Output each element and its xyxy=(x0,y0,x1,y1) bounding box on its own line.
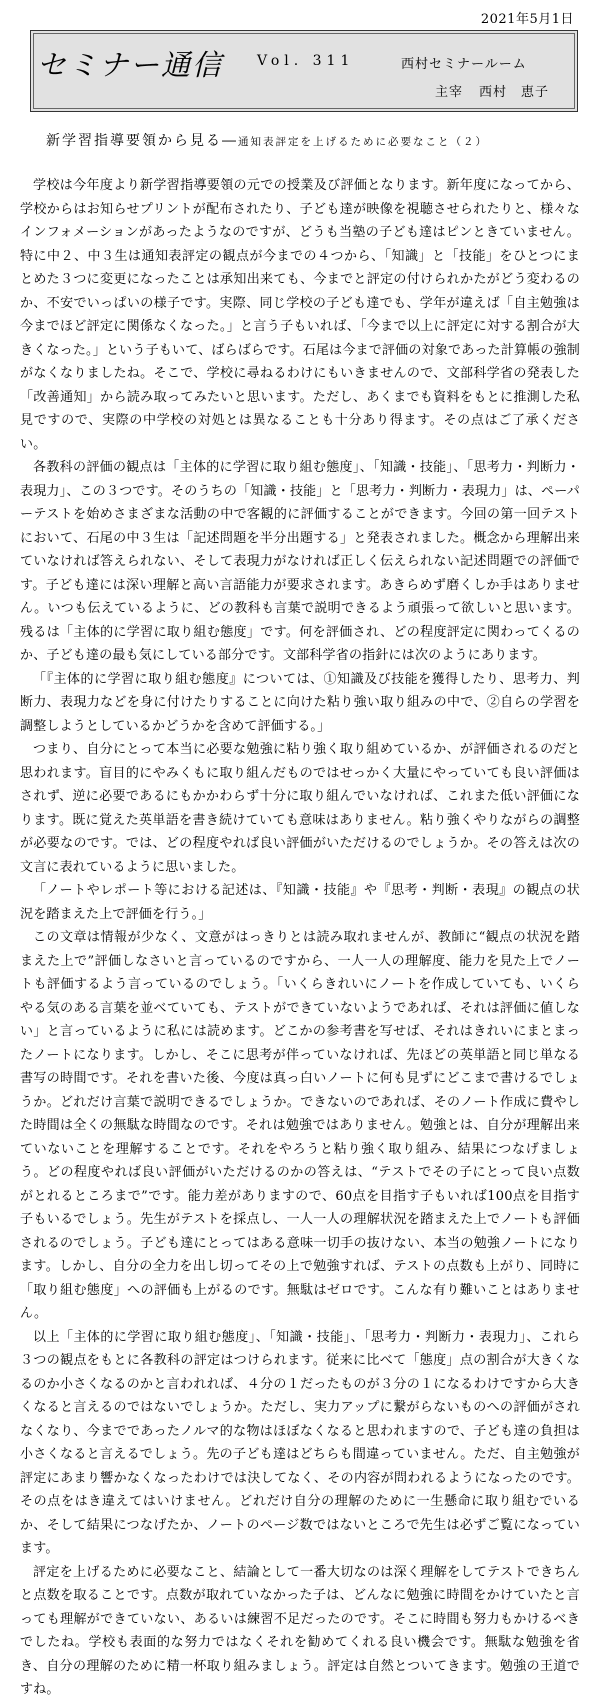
paragraph: 以上「主体的に学習に取り組む態度」、「知識・技能」、「思考力・判断力・表現力」、これら３つの観点をもとに各教科の評定はつけられます。従来に比べて「態度」点の割合が大きくなるのか小さくなるのかと言われれば、４分の１だったものが３分の１になるわけですから大きくなると言えるのではないでしょうか。ただし、実力アップに繋がらないものへの評価がされなくなり、今までであったノルマ的な物はほぼなくなると思われますので、子ども達の負担は小さくなると言えるでしょう。先の子ども達はどちらも間違っていません。ただ、自主勉強が評定にあまり響かなくなったわけでは決してなく、その内容が問われるようになったのです。その点をはき違えてはいけません。どれだけ自分の理解のために一生懸命に取り組むでいるか、そして結果につなげたか、ノートのページ数ではないところで先生は必ずご覧になっています。 xyxy=(20,1329,580,1556)
seminar-room-name: 西村セミナールーム xyxy=(401,57,527,72)
article-subtitle-sub: 通知表評定を上げるために必要なこと（２） xyxy=(238,136,488,148)
article-body xyxy=(20,174,580,1702)
newsletter-header xyxy=(30,30,578,112)
newsletter-title: セミナー通信 xyxy=(37,48,224,82)
article-subtitle xyxy=(46,130,586,150)
quote-paragraph: 「ノートやレポート等における記述は、『知識・技能』や『思考・判断・表現』の観点の状況を踏まえた上で評価を行う。」 xyxy=(20,883,580,922)
host-line xyxy=(435,81,565,100)
paragraph: つまり、自分にとって本当に必要な勉強に粘り強く取り組めているか、が評価されるのだと思われます。盲目的にやみくもに取り組んだものではせっかく大量にやっていても良い評価はされず、逆に必要であるにもかかわらず十分に取り組んでいなければ、これまた低い評価になります。既に覚えた英単語を書き続けていても意味はありません。粘り強くやりながらの調整が必要なのです。では、どの程度やれば良い評価がいただけるのでしょうか。その答えは次の文言に表れているように思いました。 xyxy=(20,742,580,875)
paragraph: この文章は情報が少なく、文意がはっきりとは読み取れませんが、教師に“観点の状況を踏まえた上で”評価しなさいと言っているのですから、一人一人の理解度、能力を見た上でノートも評価するよう言っているのでしょう。「いくらきれいにノートを作成していても、いくらやる気のある言葉を並べていても、テストができていないようであれば、それは評価に値しない」と言っているように私には読めます。どこかの参考書を写せば、それはきれいにまとまったノートになります。しかし、そこに思考が伴っていなければ、先ほどの英単語と同じ単なる書写の時間です。それを書いた後、今度は真っ白いノートに何も見ずにどこまで書けるでしょうか。どれだけ言葉で説明できるでしょうか。できないのであれば、そのノート作成に費やした時間は全くの無駄な時間なのです。それは勉強ではありません。勉強とは、自分が理解出来ていないことを理解することです。それをやろうと粘り強く取り組み、結果につなげましょう。どの程度やれば良い評価がいただけるのかの答えは、“テストでその子にとって良い点数がとれるところまで”です。能力差がありますので、60点を目指す子もいれば100点を目指す子もいるでしょう。先生がテストを採点し、一人一人の理解状況を踏まえた上でノートも評価されるのでしょう。子ども達にとってはある意味一切手の抜けない、本当の勉強ノートになります。しかし、自分の全力を出し切ってその上で勉強すれば、テストの点数も上がり、同時に「取り組む態度」への評価も上がるのです。無駄はゼロです。こんな有り難いことはありません。 xyxy=(20,930,580,1321)
volume-number: Vol. 311 xyxy=(257,53,355,69)
host-name: 西村 恵子 xyxy=(479,85,550,100)
issue-date: 2021年5月1日 xyxy=(480,12,574,27)
paragraph: 評定を上げるために必要なこと、結論として一番大切なのは深く理解をしてテストできちんと点数を取ることです。点数が取れていなかった子は、どんなに勉強に時間をかけていたと言っても理解ができていない、あるいは練習不足だったのです。そこに時間も努力もかけるべきでしたね。学校も表面的な努力ではなくそれを勧めてくれる良い機会です。無駄な勉強を省き、自分の理解のために精一杯取り組みましょう。評定は自然とついてきます。勉強の王道ですね。 xyxy=(20,1564,580,1697)
article-subtitle-main: 新学習指導要領から見る― xyxy=(46,133,238,149)
paragraph: 各教科の評価の観点は「主体的に学習に取り組む態度」、「知識・技能」、「思考力・判断力・表現力」、この３つです。そのうちの「知識・技能」と「思考力・判断力・表現力」は、ペーパーテストを始めさまざまな活動の中で客観的に評価することができます。今回の第一回テストにおいて、石尾の中３生は「記述問題を半分出題する」と発表されました。概念から理解出来ていなければ答えられない、そして表現力がなければ正しく伝えられない記述問題での評価です。子ども達には深い理解と高い言語能力が要求されます。あきらめず磨くしか手はありません。いつも伝えているように、どの教科も言葉で説明できるよう頑張って欲しいと思います。残るは「主体的に学習に取り組む態度」です。何を評価され、どの程度評定に関わってくるのか、子ども達の最も気にしている部分です。文部科学省の指針には次のようにあります。 xyxy=(20,460,580,663)
paragraph: 学校は今年度より新学習指導要領の元での授業及び評価となります。新年度になってから、学校からはお知らせプリントが配布されたり、子ども達が映像を視聴させられたりと、様々なインフォメーションがあったようなのですが、どうも当塾の子ども達はピンときていません。特に中２、中３生は通知表評定の観点が今までの４つから、「知識」と「技能」をひとつにまとめた３つに変更になったことは承知出来ても、今までと評定の付けられかたがどう変わるのか、不安でいっぱいの様子です。実際、同じ学校の子ども達でも、学年が違えば「自主勉強は今までほど評定に関係なくなった。」と言う子もいれば、「今まで以上に評定に対する割合が大きくなった。」という子もいて、ばらばらです。石尾は今まで評価の対象であった計算帳の強制がなくなりましたね。そこで、学校に尋ねるわけにもいきませんので、文部科学省の発表した「改善通知」から読み取ってみたいと思います。ただし、あくまでも資料をもとに推測した私見ですので、実際の中学校の対処とは異なることも十分あり得ます。その点はご了承ください。 xyxy=(20,178,580,452)
host-role: 主宰 xyxy=(435,85,464,100)
quote-paragraph: 「『主体的に学習に取り組む態度』については、①知識及び技能を獲得したり、思考力、判断力、表現力などを身に付けたりすることに向けた粘り強い取り組みの中で、②自らの学習を調整しようとしているかどうかを含めて評価する。」 xyxy=(20,671,580,734)
